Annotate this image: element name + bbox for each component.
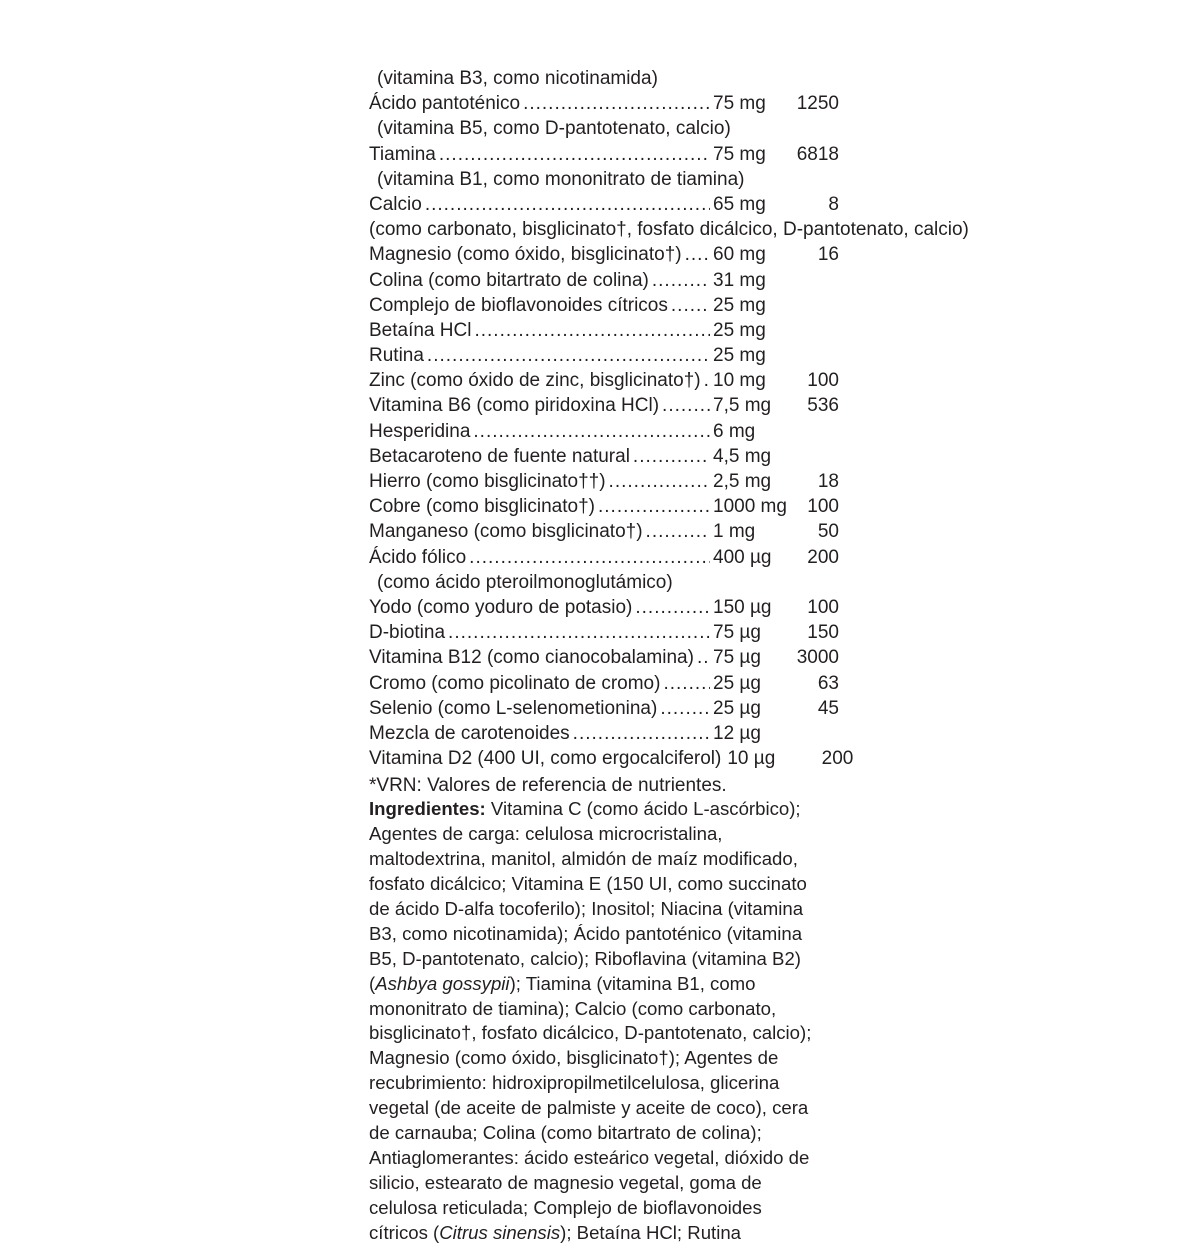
nutrient-row [369,444,839,469]
ingredients-text-1: Vitamina C (como ácido L-ascórbico); Agentes de carga: celulosa microcristalina, maltodextrina, manitol, almidón de maíz modificado, fosfato dicálcico; Vitamina E (150 UI, como succinato de ácido D-alfa tocoferilo); Inositol; Niacina (vitamina B3, como nicotinamida); Ácido pantoténico (vitamina B5, D-pantotenato, calcio); Riboflavina (vitamina B2) ( [369,798,807,994]
nutrient-amount: 1 mg [713,521,756,543]
nutrient-row [369,721,839,746]
supplement-facts-label [369,66,969,1246]
nutrient-row [369,469,839,494]
nutrient-name: Betaína HCl [369,319,472,341]
ingredients-paragraph [369,797,821,1245]
nutrient-amount: 4,5 mg [713,445,772,467]
nutrient-amount: 25 mg [713,294,766,316]
nutrient-name: Cromo (como picolinato de cromo) [369,672,661,694]
dot-leader [573,721,710,746]
nutrient-row [369,393,839,418]
ingredients-heading: Ingredientes: [369,798,486,820]
nutrient-name: Magnesio (como óxido, bisglicinato†) [369,244,682,266]
nutrient-row [369,343,839,368]
vrn-footnote: *VRN: Valores de referencia de nutrientes. [369,775,727,797]
nutrient-amount: 25 µg [713,697,761,719]
nutrient-vrn: 150 [807,622,839,644]
nutrient-sub-note: (vitamina B5, como D-pantotenato, calcio) [377,118,731,140]
nutrient-row [369,318,839,343]
nutrient-name: Cobre (como bisglicinato†) [369,496,595,518]
dot-leader [663,671,710,696]
nutrient-vrn: 6818 [796,143,839,165]
nutrient-vrn: 50 [817,521,839,543]
nutrient-amount: 2,5 mg [713,471,772,492]
nutrient-name: Hierro (como bisglicinato††) [369,471,606,492]
nutrient-row [369,293,839,318]
dot-leader [697,645,710,670]
ingredients-italic-2: Citrus sinensis [439,1221,561,1243]
nutrient-row [369,268,839,293]
dot-leader [633,444,710,469]
nutrient-vrn: 200 [821,748,854,770]
nutrient-amount: 1000 mg [713,496,787,518]
nutrient-amount: 75 µg [713,622,761,644]
nutrient-row [369,620,839,645]
nutrient-amount: 75 µg [713,647,761,669]
nutrient-row [369,671,839,696]
dot-leader [609,469,710,494]
nutrient-list [369,91,969,771]
nutrient-name: Mezcla de carotenoides [369,722,570,744]
nutrient-vrn: 63 [817,672,839,694]
dot-leader [425,192,710,217]
nutrient-amount: 25 mg [713,319,766,341]
nutrient-row [369,696,839,721]
ingredients-text-3: ); Betaína HCl; Rutina [560,1221,742,1243]
nutrient-sub-note: (vitamina B1, como mononitrato de tiamina) [377,168,745,190]
nutrient-vrn: 1250 [796,93,839,115]
dot-leader [652,268,710,293]
nutrient-name: Yodo (como yoduro de potasio) [369,596,633,618]
nutrient-amount: 25 µg [713,672,761,694]
dot-leader [662,393,710,418]
nutrient-amount: 400 µg [713,546,772,568]
ingredients-text-2: ); Tiamina (vitamina B1, como mononitrato de tiamina); Calcio (como carbonato, bisglicinato†, fosfato dicálcico, D-pantotenato, calcio); Magnesio (como óxido, bisglicinato†); Agentes de recubrimiento: hidroxipropilmetilcelulosa, glicerina vegetal (de aceite de palmiste y aceite de coco), cera de carnauba; Colina (como bitartrato de colina); Antiaglomerantes: ácido esteárico vegetal, dióxido de silicio, estearato de magnesio vegetal, goma de celulosa reticulada; Complejo de bioflavonoides cítricos ( [369,972,812,1243]
nutrient-name: Manganeso (como bisglicinato†) [369,521,643,543]
nutrient-row [369,545,839,570]
dot-leader [598,494,710,519]
nutrient-name: Vitamina B6 (como piridoxina HCl) [369,395,660,417]
nutrient-vrn: 100 [807,596,839,618]
top-note: (vitamina B3, como nicotinamida) [377,68,658,89]
nutrient-row [369,419,839,444]
nutrient-vrn: 200 [807,546,839,568]
nutrient-vrn: 3000 [796,647,839,669]
dot-leader [473,419,710,444]
nutrient-sub-note: (como ácido pteroilmonoglutámico) [377,571,673,593]
nutrient-amount: 150 µg [713,596,772,618]
nutrient-name: Complejo de bioflavonoides cítricos [369,294,668,316]
dot-leader [474,318,710,343]
dot-leader [439,142,710,167]
nutrient-row [369,142,839,167]
nutrient-vrn: 536 [807,395,839,417]
dot-leader [635,595,710,620]
nutrient-row [369,91,839,116]
nutrient-vrn: 100 [807,496,839,518]
dot-leader [469,545,710,570]
nutrient-name: Calcio [369,193,422,215]
nutrient-vrn: 16 [817,244,839,266]
nutrient-name: Colina (como bitartrato de colina) [369,269,649,291]
nutrient-amount: 10 mg [713,370,766,392]
nutrient-name: Tiamina [369,143,436,165]
nutrient-amount: 60 mg [713,244,766,266]
nutrient-row [369,242,839,267]
nutrient-name: Ácido pantoténico [369,93,521,115]
nutrient-amount: 75 mg [713,143,766,165]
nutrient-name: Hesperidina [369,420,471,442]
nutrient-name: Vitamina B12 (como cianocobalamina) [369,647,694,669]
nutrient-row [369,595,839,620]
dot-leader [704,368,710,393]
nutrient-amount: 7,5 mg [713,395,772,417]
nutrient-name: Rutina [369,345,424,367]
dot-leader [448,620,710,645]
nutrient-vrn: 100 [807,370,839,392]
nutrient-name: Ácido fólico [369,546,467,568]
nutrient-vrn: 8 [828,193,839,215]
nutrient-name: Zinc (como óxido de zinc, bisglicinato†) [369,370,701,392]
nutrient-amount: 31 mg [713,269,766,291]
nutrient-name: Vitamina D2 (400 UI, como ergocalciferol) [369,748,722,770]
dot-leader [646,519,710,544]
nutrient-amount: 10 µg [727,748,776,770]
dot-leader [660,696,710,721]
nutrient-amount: 25 mg [713,345,766,367]
nutrient-row [369,519,839,544]
nutrient-name: D-biotina [369,622,446,644]
nutrient-name: Selenio (como L-selenometionina) [369,697,658,719]
nutrient-row [369,746,854,771]
dot-leader [671,293,710,318]
nutrient-amount: 65 mg [713,193,766,215]
nutrient-amount: 75 mg [713,93,766,115]
nutrient-sub-note: (como carbonato, bisglicinato†, fosfato dicálcico, D-pantotenato, calcio) [369,219,969,241]
nutrient-row [369,368,839,393]
nutrient-vrn: 18 [817,471,839,492]
dot-leader [427,343,710,368]
nutrient-row [369,192,839,217]
nutrient-vrn: 45 [817,697,839,719]
dot-leader [523,91,710,116]
nutrient-row [369,494,839,519]
nutrient-amount: 6 mg [713,420,756,442]
nutrient-name: Betacaroteno de fuente natural [369,445,630,467]
ingredients-italic-1: Ashbya gossypii [375,972,510,994]
nutrient-row [369,645,839,670]
dot-leader [685,242,710,267]
nutrient-amount: 12 µg [713,722,761,744]
